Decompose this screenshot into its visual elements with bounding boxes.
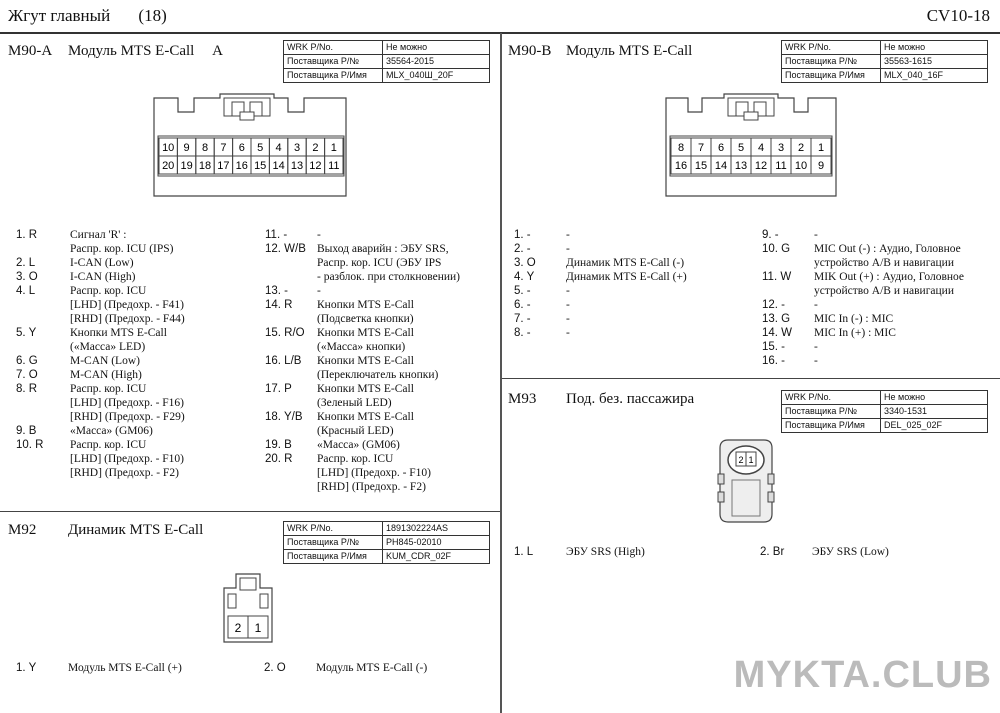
pin-cell: 2: [234, 621, 242, 635]
pin-number: 1. L: [514, 546, 534, 558]
meta-label: Поставщика Р/Имя: [284, 550, 383, 564]
pin-cell: 6: [238, 142, 245, 154]
pin-list-m90b-left: [514, 228, 754, 358]
meta-value: MLX_040Ш_20F: [383, 69, 490, 83]
meta-label: WRK P/No.: [284, 41, 383, 55]
pin-number: 14. W: [762, 327, 793, 339]
pin-cell: 3: [777, 142, 785, 154]
pin-number: 3. O: [514, 257, 536, 269]
section-divider: [502, 378, 1000, 379]
pin-number: 16. L/B: [265, 355, 302, 367]
pin-description: -: [814, 229, 818, 241]
pin-cell: 4: [275, 142, 282, 154]
header-code: CV10-18: [926, 6, 990, 25]
pin-description: (Подсветка кнопки): [317, 313, 414, 325]
pin-list-m90b-right: [762, 228, 998, 368]
meta-table-m93: [781, 390, 988, 433]
pin-number: 9. B: [16, 425, 37, 437]
pin-cell: 16: [235, 160, 248, 172]
pin-cell: 12: [754, 160, 768, 172]
pin-number: 12. W/B: [265, 243, 306, 255]
pin-cell: 11: [775, 160, 787, 172]
meta-label: Поставщика Р/Имя: [284, 69, 383, 83]
pin-description: -: [317, 229, 321, 241]
m90a-suffix: A: [212, 43, 223, 59]
pin-cell: 14: [714, 160, 728, 172]
pin-description: («Масса» LED): [70, 341, 146, 353]
pin-number: 14. R: [265, 299, 293, 311]
pin-description: Распр. кор. ICU: [317, 453, 394, 465]
section-title-m93: Под. без. пассажира: [566, 391, 695, 407]
pin-cell: 8: [201, 142, 209, 154]
pin-number: 13. G: [762, 313, 791, 325]
pin-cell: 2: [738, 455, 744, 465]
pin-cell: 16: [674, 160, 688, 172]
pin-description: -: [566, 313, 570, 325]
meta-value: 3340-1531: [881, 405, 988, 419]
section-id-m90a: M90-A: [8, 43, 53, 59]
pin-description: [LHD] (Предохр. - F41): [70, 299, 185, 311]
pin-description: [LHD] (Предохр. - F16): [70, 397, 185, 409]
pin-description: Кнопки MTS E-Call: [317, 327, 414, 339]
pin-number: 7. O: [16, 369, 38, 381]
pin-description: Кнопки MTS E-Call: [317, 411, 414, 423]
meta-label: WRK P/No.: [284, 522, 383, 536]
pin-number: 6. G: [16, 355, 38, 367]
pin-description: -: [566, 229, 570, 241]
meta-value: 35564-2015: [383, 55, 490, 69]
pin-description: MIC In (+) : MIC: [814, 327, 896, 339]
pin-description: -: [814, 341, 818, 353]
header-title-group: [8, 6, 167, 26]
column-divider: [500, 33, 502, 713]
meta-label: Поставщика Р/№: [284, 55, 383, 69]
pin-description: Распр. кор. ICU: [70, 285, 147, 297]
pin-description: -: [814, 355, 818, 367]
meta-value: Не можно: [383, 41, 490, 55]
pin-cell: 10: [794, 160, 808, 172]
pin-description: MIC In (-) : MIC: [814, 313, 894, 325]
pin-cell: 1: [748, 455, 754, 465]
pin-description: (Переключатель кнопки): [317, 369, 439, 381]
pin-list-m90a-right: [265, 228, 495, 498]
section-id-m93: M93: [508, 391, 537, 407]
pin-number: 17. P: [265, 383, 292, 395]
pin-cell: 10: [162, 142, 175, 154]
pin-cell: 5: [257, 142, 264, 154]
meta-value: MLX_040_16F: [881, 69, 988, 83]
pin-number: 5. Y: [16, 327, 37, 339]
pin-cell: 7: [697, 142, 705, 154]
pin-number: 8. -: [514, 327, 531, 339]
pin-description: Модуль MTS E-Call (+): [68, 662, 182, 674]
pin-number: 1. Y: [16, 662, 37, 674]
pin-description: -: [317, 285, 321, 297]
pin-description: (Зеленый LED): [317, 397, 392, 409]
pin-description: -: [814, 299, 818, 311]
watermark: MYKTA.CLUB: [733, 654, 992, 696]
pin-list-m93: [514, 545, 994, 565]
pin-number: 9. -: [762, 229, 779, 241]
pin-cell: 11: [328, 160, 340, 172]
pin-description: устройство A/B и навигации: [814, 257, 954, 269]
pin-description: [LHD] (Предохр. - F10): [70, 453, 185, 465]
pin-number: 8. R: [16, 383, 38, 395]
pin-number: 12. -: [762, 299, 786, 311]
pin-description: «Масса» (GM06): [70, 425, 153, 437]
meta-table-m90a: [283, 40, 490, 83]
pin-description: Сигнал 'R' :: [70, 229, 127, 241]
pin-number: 13. -: [265, 285, 289, 297]
connector-m90a: [150, 92, 350, 200]
pin-number: 2. L: [16, 257, 36, 269]
pin-cell: 1: [330, 142, 337, 154]
pin-cell: 2: [797, 142, 805, 154]
pin-number: 4. Y: [514, 271, 535, 283]
section-divider: [0, 511, 500, 512]
pin-cell: 6: [717, 142, 725, 154]
pin-number: 1. R: [16, 229, 38, 241]
connector-m92: [222, 572, 274, 644]
pin-description: -: [566, 285, 570, 297]
pin-number: 2. O: [264, 662, 286, 674]
pin-cell: 9: [183, 142, 190, 154]
meta-value: 1891302224AS: [383, 522, 490, 536]
pin-cell: 7: [220, 142, 227, 154]
pin-cell: 4: [757, 142, 765, 154]
meta-value: PH845-02010: [383, 536, 490, 550]
pin-number: 19. B: [265, 439, 292, 451]
pin-description: Распр. кор. ICU: [70, 439, 147, 451]
pin-number: 15. -: [762, 341, 786, 353]
pin-description: Выход аварийн : ЭБУ SRS,: [317, 243, 449, 255]
pin-description: Динамик MTS E-Call (+): [566, 271, 687, 283]
meta-label: Поставщика Р/Имя: [782, 419, 881, 433]
m90a-title-text: Модуль MTS E-Call: [68, 43, 195, 59]
pin-cell: 15: [254, 160, 267, 172]
pin-description: [RHD] (Предохр. - F2): [70, 467, 179, 479]
pin-description: [RHD] (Предохр. - F44): [70, 313, 185, 325]
pin-cell: 1: [254, 621, 262, 635]
pin-cell: 5: [737, 142, 745, 154]
connector-m90b: [662, 92, 840, 200]
pin-description: ЭБУ SRS (Low): [812, 546, 889, 558]
meta-label: WRK P/No.: [782, 41, 881, 55]
header-page: (18): [138, 6, 167, 25]
meta-value: DEL_025_02F: [881, 419, 988, 433]
meta-table-m90b: [781, 40, 988, 83]
pin-description: Распр. кор. ICU: [70, 383, 147, 395]
pin-cell: 1: [817, 142, 825, 154]
pin-description: [RHD] (Предохр. - F29): [70, 411, 185, 423]
pin-description: -: [566, 243, 570, 255]
meta-table-m92: [283, 521, 490, 564]
pin-number: 2. Br: [760, 546, 785, 558]
pin-description: M-CAN (Low): [70, 355, 140, 367]
pin-cell: 13: [290, 160, 304, 172]
pin-cell: 15: [694, 160, 708, 172]
section-id-m90b: M90-B: [508, 43, 552, 59]
pin-number: 2. -: [514, 243, 531, 255]
pin-number: 10. G: [762, 243, 791, 255]
pin-description: Динамик MTS E-Call (-): [566, 257, 685, 269]
pin-number: 20. R: [265, 453, 293, 465]
pin-description: MIC Out (-) : Аудио, Головное: [814, 243, 961, 255]
pin-description: Модуль MTS E-Call (-): [316, 662, 428, 674]
meta-value: KUM_CDR_02F: [383, 550, 490, 564]
pin-cell: 3: [293, 142, 301, 154]
pin-cell: 17: [217, 160, 230, 172]
pin-number: 18. Y/B: [265, 411, 303, 423]
pin-description: Кнопки MTS E-Call: [317, 383, 414, 395]
pin-cell: 13: [734, 160, 748, 172]
section-id-m92: M92: [8, 522, 37, 538]
pin-description: («Масса» кнопки): [317, 341, 406, 353]
pin-cell: 12: [309, 160, 322, 172]
pin-number: 11. -: [265, 229, 288, 241]
pin-description: Распр. кор. ICU (ЭБУ IPS: [317, 257, 442, 269]
pin-cell: 14: [272, 160, 285, 172]
pin-number: 5. -: [514, 285, 531, 297]
pin-description: -: [566, 299, 570, 311]
section-title-m90b: Модуль MTS E-Call: [566, 43, 693, 59]
pin-number: 1. -: [514, 229, 531, 241]
section-title-m92: Динамик MTS E-Call: [68, 522, 204, 538]
pin-list-m92: [16, 661, 496, 681]
pin-description: Кнопки MTS E-Call: [70, 327, 167, 339]
pin-description: -: [566, 327, 570, 339]
pin-description: M-CAN (High): [70, 369, 142, 381]
pin-description: (Красный LED): [317, 425, 394, 437]
pin-description: I-CAN (Low): [70, 257, 134, 269]
pin-cell: 9: [817, 160, 825, 172]
meta-label: Поставщика Р/№: [284, 536, 383, 550]
pin-description: MIK Out (+) : Аудио, Головное: [814, 271, 965, 283]
pin-cell: 20: [162, 160, 175, 172]
pin-number: 4. L: [16, 285, 36, 297]
pin-number: 7. -: [514, 313, 531, 325]
meta-value: 35563-1615: [881, 55, 988, 69]
pin-description: ЭБУ SRS (High): [566, 546, 645, 558]
pin-number: 15. R/O: [265, 327, 305, 339]
pin-cell: 8: [677, 142, 685, 154]
pin-cell: 2: [312, 142, 319, 154]
pin-number: 6. -: [514, 299, 531, 311]
meta-value: Не можно: [881, 41, 988, 55]
meta-label: Поставщика Р/№: [782, 405, 881, 419]
meta-label: Поставщика Р/№: [782, 55, 881, 69]
pin-description: Кнопки MTS E-Call: [317, 299, 414, 311]
pin-number: 10. R: [16, 439, 44, 451]
meta-label: Поставщика Р/Имя: [782, 69, 881, 83]
pin-description: I-CAN (High): [70, 271, 136, 283]
pin-description: [LHD] (Предохр. - F10): [317, 467, 432, 479]
pin-description: «Масса» (GM06): [317, 439, 400, 451]
pin-description: Кнопки MTS E-Call: [317, 355, 414, 367]
connector-m93: [714, 436, 778, 526]
pin-number: 3. O: [16, 271, 38, 283]
meta-label: WRK P/No.: [782, 391, 881, 405]
pin-number: 11. W: [762, 271, 792, 283]
pin-cell: 18: [198, 160, 212, 172]
meta-value: Не можно: [881, 391, 988, 405]
pin-number: 16. -: [762, 355, 786, 367]
pin-description: [RHD] (Предохр. - F2): [317, 481, 426, 493]
pin-list-m90a-left: [16, 228, 246, 498]
pin-description: - разблок. при столкновении): [317, 271, 460, 283]
pin-description: устройство A/B и навигации: [814, 285, 954, 297]
section-title-m90a: [68, 43, 223, 60]
pin-description: Распр. кор. ICU (IPS): [70, 243, 174, 255]
header-title: Жгут главный: [8, 6, 111, 25]
pin-cell: 19: [180, 160, 193, 172]
